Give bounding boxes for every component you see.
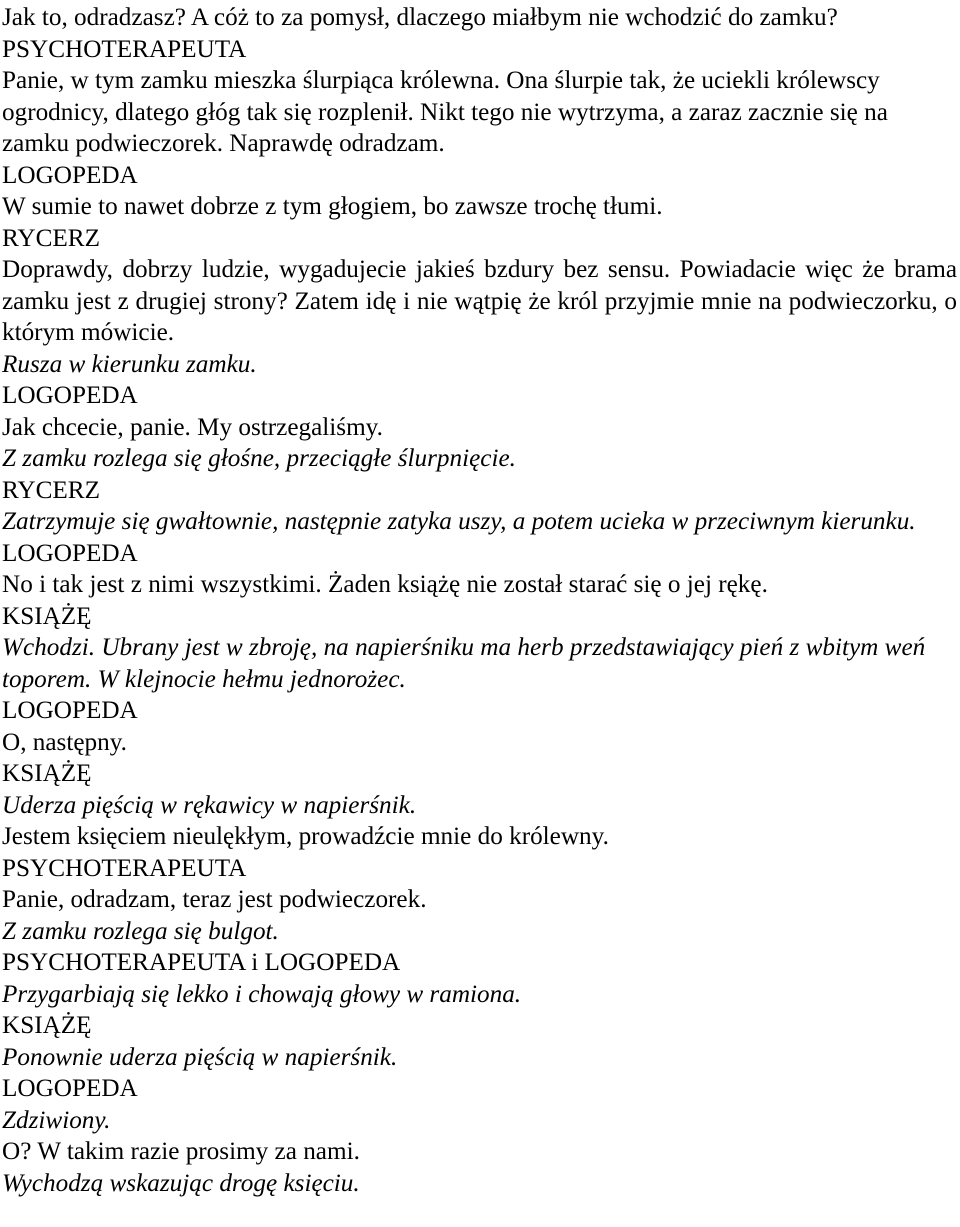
stage-direction: Uderza pięścią w rękawicy w napierśnik. bbox=[2, 791, 417, 819]
speaker-name: KSIĄŻĘ bbox=[2, 1012, 92, 1039]
speaker-name: KSIĄŻĘ bbox=[2, 760, 92, 787]
stage-direction: Rusza w kierunku zamku. bbox=[2, 350, 257, 378]
dialogue-line: W sumie to nawet dobrze z tym głogiem, bo zawsze trochę tłumi. bbox=[2, 193, 663, 220]
speaker-name: RYCERZ bbox=[2, 476, 100, 504]
dialogue-line: O? W takim razie prosimy za nami. bbox=[2, 1138, 360, 1165]
dialogue-line: Panie, w tym zamku mieszka ślurpiąca królewna. Ona ślurpie tak, że uciekli królewscy ogrodnicy, dlatego głóg tak się rozplenił. Nikt tego nie wytrzyma, a zaraz zacznie się na zamku podwieczorek. Naprawdę odradzam. bbox=[2, 67, 888, 157]
speaker-name: LOGOPEDA bbox=[2, 697, 138, 724]
speaker-name: PSYCHOTERAPEUTA i LOGOPEDA bbox=[2, 949, 401, 976]
stage-direction: Ponownie uderza pięścią w napierśnik. bbox=[2, 1043, 398, 1071]
stage-direction: Przygarbiają się lekko i chowają głowy w ramiona. bbox=[2, 980, 522, 1008]
speaker-name: LOGOPEDA bbox=[2, 382, 138, 409]
speaker-name: RYCERZ bbox=[2, 224, 100, 252]
stage-direction: Zatrzymuje się gwałtownie, następnie zatyka uszy, a potem ucieka w przeciwnym kierunku. bbox=[2, 508, 916, 535]
dialogue-line: Jestem księciem nieulękłym, prowadźcie mnie do królewny. bbox=[2, 823, 609, 850]
script-page bbox=[2, 2, 957, 1199]
dialogue-line: Jak chcecie, panie. My ostrzegaliśmy. bbox=[2, 413, 383, 441]
speaker-name: PSYCHOTERAPEUTA bbox=[2, 854, 247, 882]
speaker-name: LOGOPEDA bbox=[2, 539, 138, 567]
stage-direction: Zdziwiony. bbox=[2, 1106, 111, 1134]
dialogue-line: No i tak jest z nimi wszystkimi. Żaden książę nie został starać się o jej rękę. bbox=[2, 571, 768, 598]
speaker-name: KSIĄŻĘ bbox=[2, 602, 92, 630]
stage-direction: Wychodzą wskazując drogę księciu. bbox=[2, 1169, 360, 1197]
dialogue-line: Panie, odradzam, teraz jest podwieczorek. bbox=[2, 886, 427, 913]
speaker-name: PSYCHOTERAPEUTA bbox=[2, 35, 247, 63]
stage-direction: Z zamku rozlega się bulgot. bbox=[2, 917, 279, 945]
speaker-name: LOGOPEDA bbox=[2, 161, 138, 189]
dialogue-line: Jak to, odradzasz? A cóż to za pomysł, dlaczego miałbym nie wchodzić do zamku? bbox=[2, 4, 838, 31]
stage-direction: Z zamku rozlega się głośne, przeciągłe ślurpnięcie. bbox=[2, 445, 516, 472]
dialogue-line: O, następny. bbox=[2, 728, 127, 756]
stage-direction: Wchodzi. Ubrany jest w zbroję, na napierśniku ma herb przedstawiający pień z wbitym weń toporem. W klejnocie hełmu jednorożec. bbox=[2, 634, 926, 693]
dialogue-line: Doprawdy, dobrzy ludzie, wygadujecie jakieś bzdury bez sensu. Powiadacie więc że brama zamku jest z drugiej strony? Zatem idę i nie wątpię że król przyjmie mnie na podwieczorku, o którym mówicie. bbox=[2, 256, 957, 346]
speaker-name: LOGOPEDA bbox=[2, 1075, 138, 1102]
